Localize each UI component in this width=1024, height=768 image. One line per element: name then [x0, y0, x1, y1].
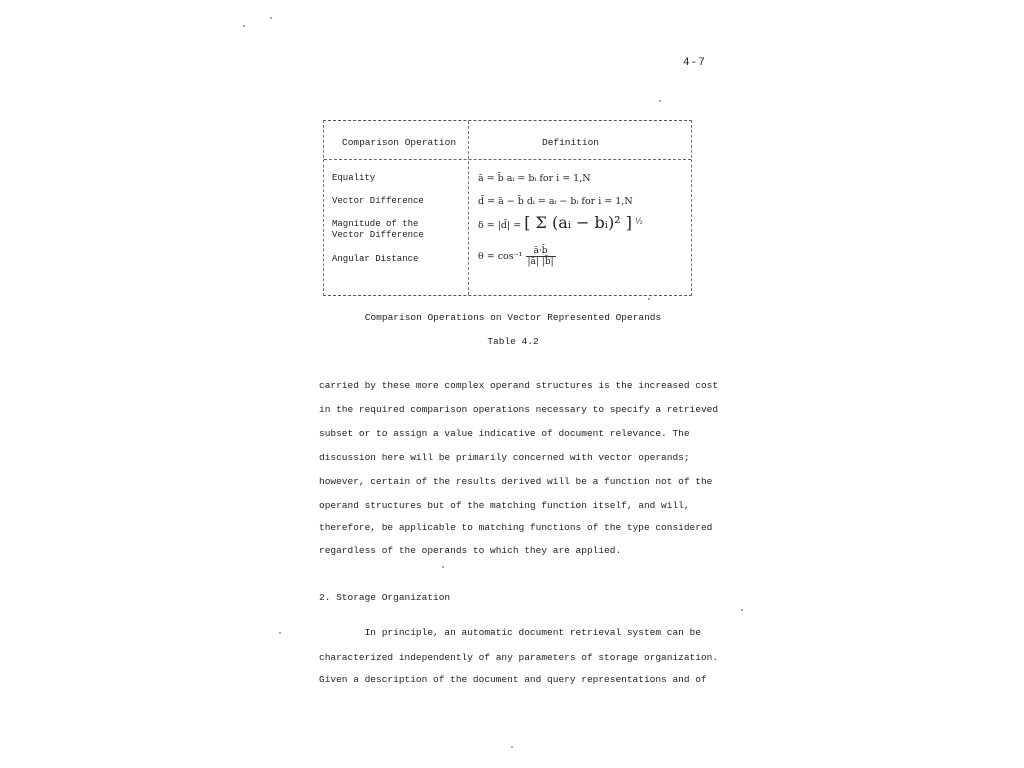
column-divider — [468, 121, 469, 295]
magnitude-lhs: δ = |d̄| = — [478, 220, 522, 231]
paragraph1-line: regardless of the operands to which they are applied. — [319, 545, 622, 556]
magnitude-exponent: ½ — [635, 216, 643, 226]
header-comparison-operation: Comparison Operation — [342, 137, 457, 148]
operation-vector-difference: Vector Difference — [332, 196, 424, 206]
paragraph1-line: discussion here will be primarily concerned with vector operands; — [319, 452, 690, 463]
header-divider — [324, 159, 691, 160]
scan-speck — [741, 609, 743, 611]
scan-speck — [648, 298, 650, 300]
paragraph1-line: operand structures but of the matching function itself, and will, — [319, 500, 690, 511]
comparison-operations-table — [323, 120, 692, 296]
operation-magnitude: Magnitude of the Vector Difference — [332, 219, 424, 240]
paragraph1-line: subset or to assign a value indicative of document relevance. The — [319, 428, 690, 439]
scan-speck — [442, 566, 444, 568]
angular-lhs: θ = cos⁻¹ — [478, 251, 523, 262]
paragraph2-line: Given a description of the document and query representations and of — [319, 674, 707, 685]
paragraph1-line: in the required comparison operations necessary to specify a retrieved — [319, 404, 719, 415]
definition-vector-difference: d̄ = ā − b̄ dᵢ = aᵢ − bᵢ for i = 1,N — [478, 196, 633, 207]
operation-angular-distance: Angular Distance — [332, 254, 419, 264]
header-definition: Definition — [542, 137, 600, 148]
paragraph1-line: however, certain of the results derived will be a function not of the — [319, 476, 713, 487]
paragraph1-line: therefore, be applicable to matching functions of the type considered — [319, 522, 713, 533]
scan-speck — [659, 100, 661, 102]
scan-speck — [279, 632, 281, 634]
definition-magnitude — [478, 213, 643, 232]
scan-speck — [270, 17, 272, 19]
scan-speck — [243, 25, 245, 27]
scan-speck — [511, 746, 513, 748]
paragraph2-line: characterized independently of any parameters of storage organization. — [319, 652, 719, 663]
paragraph1-line: carried by these more complex operand structures is the increased cost — [319, 380, 719, 391]
angular-fraction — [526, 246, 556, 267]
angular-denominator: |ā| |b̄| — [527, 257, 554, 267]
angular-numerator: ā·b̄ — [526, 246, 556, 257]
section-heading: 2. Storage Organization — [319, 592, 451, 603]
table-label: Table 4.2 — [487, 336, 539, 347]
definition-angular-distance — [478, 246, 556, 267]
magnitude-sum: [ Σ (aᵢ − bᵢ)² ] — [524, 213, 632, 232]
paragraph2-line: In principle, an automatic document retrieval system can be — [319, 627, 701, 638]
page-number: 4-7 — [683, 57, 706, 69]
operation-equality: Equality — [332, 173, 376, 183]
table-caption: Comparison Operations on Vector Represented Operands — [364, 312, 662, 323]
definition-equality: ā = b̄ aᵢ = bᵢ for i = 1,N — [478, 173, 591, 184]
